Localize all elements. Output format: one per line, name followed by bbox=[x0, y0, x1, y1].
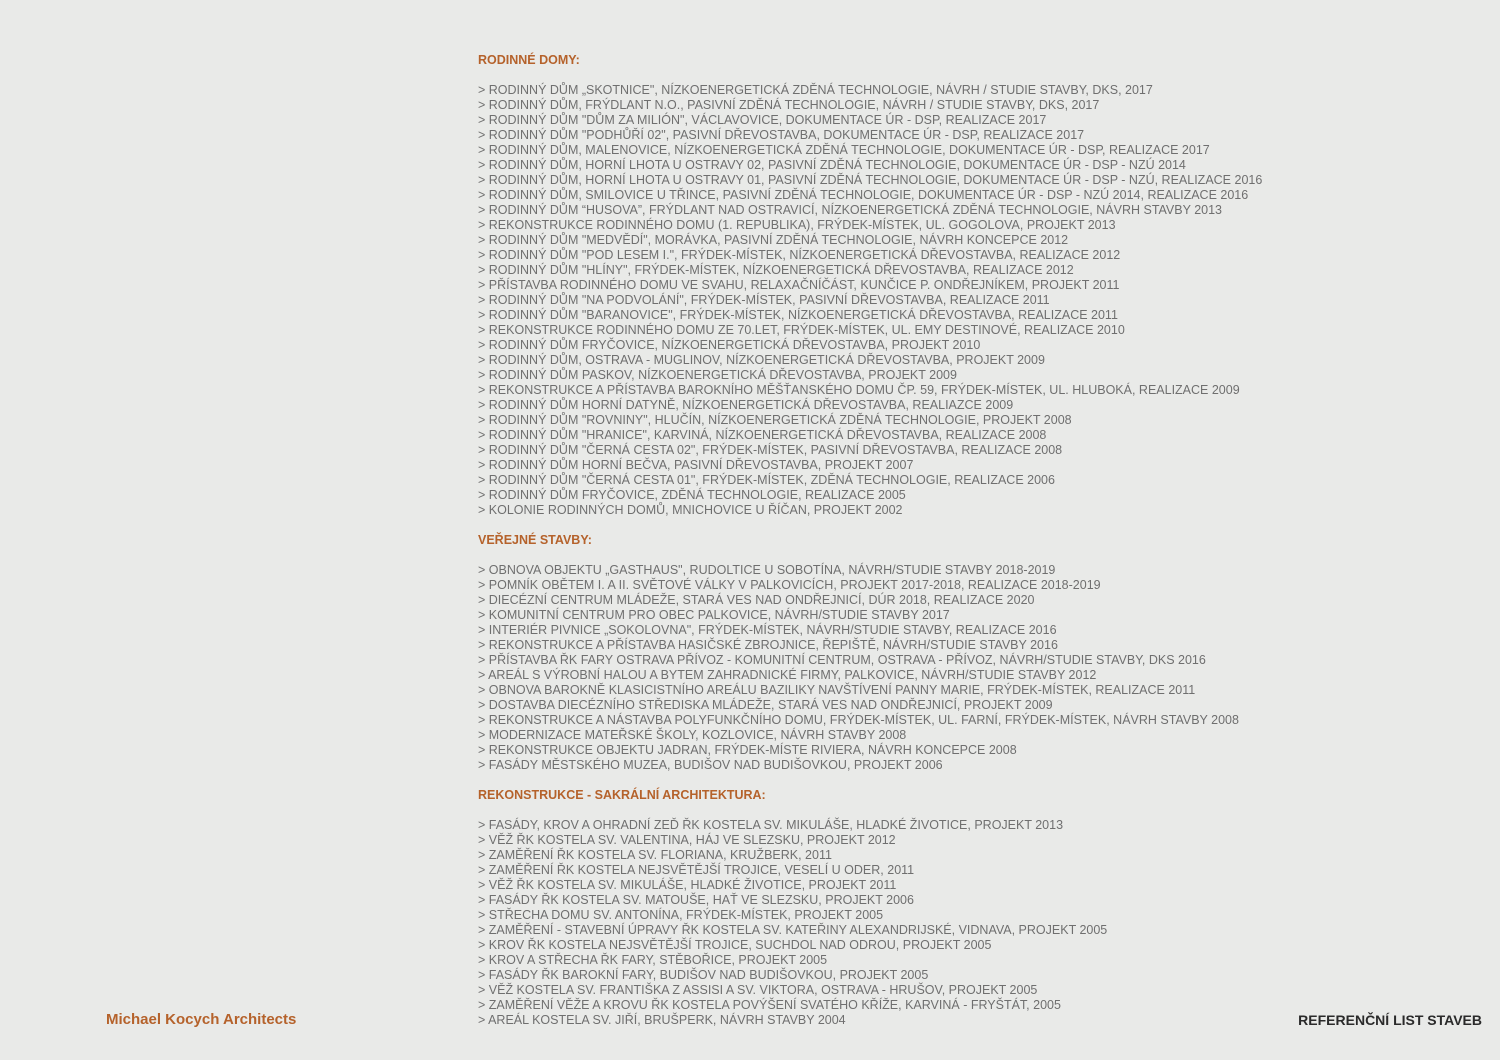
reference-list bbox=[478, 53, 1478, 1028]
list-item: > ZAMĚŘENÍ - STAVEBNÍ ÚPRAVY ŘK KOSTELA SV. KATEŘINY ALEXANDRIJSKÉ, VIDNAVA, PROJEKT 2005 bbox=[478, 923, 1108, 937]
company-name: Michael Kocych Architects bbox=[106, 1011, 297, 1028]
list-item: > RODINNÝ DŮM "HRANICE", KARVINÁ, NÍZKOENERGETICKÁ DŘEVOSTAVBA, REALIZACE 2008 bbox=[478, 428, 1047, 442]
section-heading: REKONSTRUKCE - SAKRÁLNÍ ARCHITEKTURA: bbox=[478, 788, 766, 802]
list-item: > ZAMĚŘENÍ ŘK KOSTELA NEJSVĚTĚJŠÍ TROJICE, VESELÍ U ODER, 2011 bbox=[478, 863, 915, 877]
list-item: > RODINNÝ DŮM "BARANOVICE", FRÝDEK-MÍSTEK, NÍZKOENERGETICKÁ DŘEVOSTAVBA, REALIZACE 2011 bbox=[478, 308, 1118, 322]
list-item: > RODINNÝ DŮM, MALENOVICE, NÍZKOENERGETICKÁ ZDĚNÁ TECHNOLOGIE, DOKUMENTACE ÚR - DSP, REALIZACE 2017 bbox=[478, 143, 1210, 157]
list-item: > RODINNÝ DŮM "POD LESEM I.", FRÝDEK-MÍSTEK, NÍZKOENERGETICKÁ DŘEVOSTAVBA, REALIZACE 2012 bbox=[478, 248, 1121, 262]
list-item: > RODINNÝ DŮM „SKOTNICE", NÍZKOENERGETICKÁ ZDĚNÁ TECHNOLOGIE, NÁVRH / STUDIE STAVBY, DKS, 2017 bbox=[478, 83, 1153, 97]
list-item: > RODINNÝ DŮM "ČERNÁ CESTA 01", FRÝDEK-MÍSTEK, ZDĚNÁ TECHNOLOGIE, REALIZACE 2006 bbox=[478, 473, 1055, 487]
list-item: > RODINNÝ DŮM, SMILOVICE U TŘINCE, PASIVNÍ ZDĚNÁ TECHNOLOGIE, DOKUMENTACE ÚR - DSP - NZÚ 2014, REALIZACE 2016 bbox=[478, 188, 1249, 202]
document-title: REFERENČNÍ LIST STAVEB bbox=[1298, 1012, 1482, 1028]
list-item: > RODINNÝ DŮM "PODHŮŘÍ 02", PASIVNÍ DŘEVOSTAVBA, DOKUMENTACE ÚR - DSP, REALIZACE 2017 bbox=[478, 128, 1085, 142]
list-item: > RODINNÝ DŮM "MEDVĚDÍ", MORÁVKA, PASIVNÍ ZDĚNÁ TECHNOLOGIE, NÁVRH KONCEPCE 2012 bbox=[478, 233, 1069, 247]
list-item: > VĚŽ KOSTELA SV. FRANTIŠKA Z ASSISI A SV. VIKTORA, OSTRAVA - HRUŠOV, PROJEKT 2005 bbox=[478, 983, 1038, 997]
list-item: > RODINNÝ DŮM "ROVNINY", HLUČÍN, NÍZKOENERGETICKÁ ZDĚNÁ TECHNOLOGIE, PROJEKT 2008 bbox=[478, 413, 1072, 427]
list-item: > FASÁDY ŘK BAROKNÍ FARY, BUDIŠOV NAD BUDIŠOVKOU, PROJEKT 2005 bbox=[478, 968, 929, 982]
list-item: > REKONSTRUKCE RODINNÉHO DOMU ZE 70.LET, FRÝDEK-MÍSTEK, UL. EMY DESTINOVÉ, REALIZACE 2010 bbox=[478, 323, 1125, 337]
list-item: > KOLONIE RODINNÝCH DOMŮ, MNICHOVICE U ŘÍČAN, PROJEKT 2002 bbox=[478, 503, 903, 517]
list-item: > REKONSTRUKCE A NÁSTAVBA POLYFUNKČNÍHO DOMU, FRÝDEK-MÍSTEK, UL. FARNÍ, FRÝDEK-MÍSTEK, NÁVRH STAVBY 2008 bbox=[478, 713, 1239, 727]
list-item: > RODINNÝ DŮM, FRÝDLANT N.O., PASIVNÍ ZDĚNÁ TECHNOLOGIE, NÁVRH / STUDIE STAVBY, DKS, 2017 bbox=[478, 98, 1100, 112]
section-sacral-reconstructions bbox=[478, 788, 1478, 1028]
list-item: > DIECÉZNÍ CENTRUM MLÁDEŽE, STARÁ VES NAD ONDŘEJNICÍ, DÚR 2018, REALIZACE 2020 bbox=[478, 593, 1035, 607]
list-item: > OBNOVA OBJEKTU „GASTHAUS", RUDOLTICE U SOBOTÍNA, NÁVRH/STUDIE STAVBY 2018-2019 bbox=[478, 563, 1056, 577]
list-item: > OBNOVA BAROKNĚ KLASICISTNÍHO AREÁLU BAZILIKY NAVŠTÍVENÍ PANNY MARIE, FRÝDEK-MÍSTEK, REALIZACE 2011 bbox=[478, 683, 1196, 697]
list-item: > REKONSTRUKCE A PŘÍSTAVBA BAROKNÍHO MĚŠŤANSKÉHO DOMU ČP. 59, FRÝDEK-MÍSTEK, UL. HLUBOKÁ, REALIZACE 2009 bbox=[478, 383, 1240, 397]
list-item: > RODINNÝ DŮM, HORNÍ LHOTA U OSTRAVY 02, PASIVNÍ ZDĚNÁ TECHNOLOGIE, DOKUMENTACE ÚR - DSP - NZÚ 2014 bbox=[478, 158, 1186, 172]
list-item: > INTERIÉR PIVNICE „SOKOLOVNA", FRÝDEK-MÍSTEK, NÁVRH/STUDIE STAVBY, REALIZACE 2016 bbox=[478, 623, 1057, 637]
section-family-houses bbox=[478, 53, 1478, 518]
list-item: > FASÁDY, KROV A OHRADNÍ ZEĎ ŘK KOSTELA SV. MIKULÁŠE, HLADKÉ ŽIVOTICE, PROJEKT 2013 bbox=[478, 818, 1064, 832]
section-public-buildings bbox=[478, 533, 1478, 773]
list-item: > RODINNÝ DŮM PASKOV, NÍZKOENERGETICKÁ DŘEVOSTAVBA, PROJEKT 2009 bbox=[478, 368, 957, 382]
list-item: > REKONSTRUKCE RODINNÉHO DOMU (1. REPUBLIKA), FRÝDEK-MÍSTEK, UL. GOGOLOVA, PROJEKT 2013 bbox=[478, 218, 1116, 232]
list-item: > DOSTAVBA DIECÉZNÍHO STŘEDISKA MLÁDEŽE, STARÁ VES NAD ONDŘEJNICÍ, PROJEKT 2009 bbox=[478, 698, 1053, 712]
list-item: > RODINNÝ DŮM "ČERNÁ CESTA 02", FRÝDEK-MÍSTEK, PASIVNÍ DŘEVOSTAVBA, REALIZACE 2008 bbox=[478, 443, 1063, 457]
list-item: > KROV ŘK KOSTELA NEJSVĚTĚJŠÍ TROJICE, SUCHDOL NAD ODROU, PROJEKT 2005 bbox=[478, 938, 992, 952]
section-heading: RODINNÉ DOMY: bbox=[478, 53, 580, 67]
list-item: > FASÁDY ŘK KOSTELA SV. MATOUŠE, HAŤ VE SLEZSKU, PROJEKT 2006 bbox=[478, 893, 914, 907]
list-item: > VĚŽ ŘK KOSTELA SV. MIKULÁŠE, HLADKÉ ŽIVOTICE, PROJEKT 2011 bbox=[478, 878, 897, 892]
list-item: > REKONSTRUKCE OBJEKTU JADRAN, FRÝDEK-MÍSTE RIVIERA, NÁVRH KONCEPCE 2008 bbox=[478, 743, 1017, 757]
list-item: > ZAMĚŘENÍ ŘK KOSTELA SV. FLORIANA, KRUŽBERK, 2011 bbox=[478, 848, 832, 862]
list-item: > RODINNÝ DŮM FRYČOVICE, NÍZKOENERGETICKÁ DŘEVOSTAVBA, PROJEKT 2010 bbox=[478, 338, 981, 352]
list-item: > RODINNÝ DŮM FRYČOVICE, ZDĚNÁ TECHNOLOGIE, REALIZACE 2005 bbox=[478, 488, 906, 502]
project-list bbox=[478, 818, 1478, 1028]
list-item: > FASÁDY MĚSTSKÉHO MUZEA, BUDIŠOV NAD BUDIŠOVKOU, PROJEKT 2006 bbox=[478, 758, 943, 772]
list-item: > RODINNÝ DŮM HORNÍ DATYNĚ, NÍZKOENERGETICKÁ DŘEVOSTAVBA, REALIAZCE 2009 bbox=[478, 398, 1014, 412]
list-item: > RODINNÝ DŮM HORNÍ BEČVA, PASIVNÍ DŘEVOSTAVBA, PROJEKT 2007 bbox=[478, 458, 914, 472]
list-item: > ZAMĚŘENÍ VĚŽE A KROVU ŘK KOSTELA POVÝŠENÍ SVATÉHO KŘÍŽE, KARVINÁ - FRYŠTÁT, 2005 bbox=[478, 998, 1061, 1012]
list-item: > AREÁL S VÝROBNÍ HALOU A BYTEM ZAHRADNICKÉ FIRMY, PALKOVICE, NÁVRH/STUDIE STAVBY 2012 bbox=[478, 668, 1097, 682]
list-item: > VĚŽ ŘK KOSTELA SV. VALENTINA, HÁJ VE SLEZSKU, PROJEKT 2012 bbox=[478, 833, 896, 847]
list-item: > MODERNIZACE MATEŘSKÉ ŠKOLY, KOZLOVICE, NÁVRH STAVBY 2008 bbox=[478, 728, 907, 742]
project-list bbox=[478, 83, 1478, 518]
list-item: > RODINNÝ DŮM, HORNÍ LHOTA U OSTRAVY 01, PASIVNÍ ZDĚNÁ TECHNOLOGIE, DOKUMENTACE ÚR - DSP - NZÚ, REALIZACE 2016 bbox=[478, 173, 1263, 187]
list-item: > RODINNÝ DŮM "DŮM ZA MILIÓN", VÁCLAVOVICE, DOKUMENTACE ÚR - DSP, REALIZACE 2017 bbox=[478, 113, 1047, 127]
list-item: > RODINNÝ DŮM "HLÍNY", FRÝDEK-MÍSTEK, NÍZKOENERGETICKÁ DŘEVOSTAVBA, REALIZACE 2012 bbox=[478, 263, 1074, 277]
section-heading: VEŘEJNÉ STAVBY: bbox=[478, 533, 592, 547]
list-item: > RODINNÝ DŮM, OSTRAVA - MUGLINOV, NÍZKOENERGETICKÁ DŘEVOSTAVBA, PROJEKT 2009 bbox=[478, 353, 1045, 367]
list-item: > REKONSTRUKCE A PŘÍSTAVBA HASIČSKÉ ZBROJNICE, ŘEPIŠTĚ, NÁVRH/STUDIE STAVBY 2016 bbox=[478, 638, 1058, 652]
list-item: > RODINNÝ DŮM “HUSOVA”, FRÝDLANT NAD OSTRAVICÍ, NÍZKOENERGETICKÁ ZDĚNÁ TECHNOLOGIE, NÁVRH STAVBY 2013 bbox=[478, 203, 1223, 217]
list-item: > KROV A STŘECHA ŘK FARY, STĚBOŘICE, PROJEKT 2005 bbox=[478, 953, 828, 967]
list-item: > POMNÍK OBĚTEM I. A II. SVĚTOVÉ VÁLKY V PALKOVICÍCH, PROJEKT 2017-2018, REALIZACE 2018-2019 bbox=[478, 578, 1101, 592]
list-item: > AREÁL KOSTELA SV. JIŘÍ, BRUŠPERK, NÁVRH STAVBY 2004 bbox=[478, 1013, 846, 1027]
list-item: > KOMUNITNÍ CENTRUM PRO OBEC PALKOVICE, NÁVRH/STUDIE STAVBY 2017 bbox=[478, 608, 950, 622]
list-item: > PŘÍSTAVBA ŘK FARY OSTRAVA PŘÍVOZ - KOMUNITNÍ CENTRUM, OSTRAVA - PŘÍVOZ, NÁVRH/STUDIE STAVBY, DKS 2016 bbox=[478, 653, 1206, 667]
list-item: > PŘÍSTAVBA RODINNÉHO DOMU VE SVAHU, RELAXAČNÍČÁST, KUNČICE P. ONDŘEJNÍKEM, PROJEKT 2011 bbox=[478, 278, 1120, 292]
list-item: > STŘECHA DOMU SV. ANTONÍNA, FRÝDEK-MÍSTEK, PROJEKT 2005 bbox=[478, 908, 884, 922]
list-item: > RODINNÝ DŮM "NA PODVOLÁNÍ", FRÝDEK-MÍSTEK, PASIVNÍ DŘEVOSTAVBA, REALIZACE 2011 bbox=[478, 293, 1050, 307]
project-list bbox=[478, 563, 1478, 773]
